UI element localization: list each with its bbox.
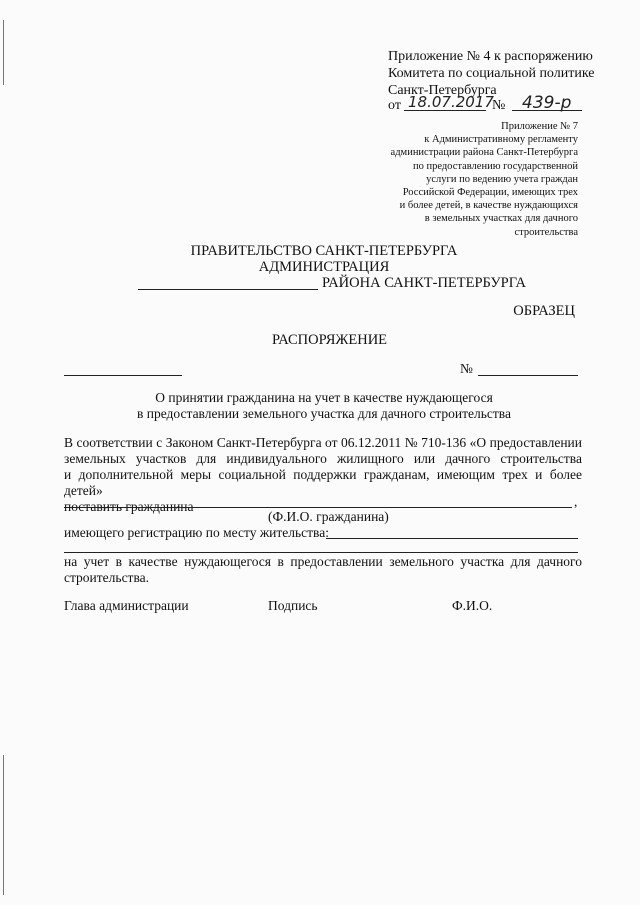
appendix7-line: в земельных участках для дачного bbox=[424, 213, 578, 225]
appendix7-line: строительства bbox=[514, 226, 578, 238]
scan-edge-mark bbox=[3, 20, 4, 85]
appendix4-num-label: № bbox=[492, 98, 506, 113]
final-paragraph bbox=[64, 554, 582, 586]
appendix4-line1: Приложение № 4 к распоряжению bbox=[388, 49, 593, 64]
number-underline bbox=[512, 110, 582, 111]
body-paragraph bbox=[64, 435, 582, 515]
appendix7-line: к Административному регламенту bbox=[424, 134, 578, 146]
citizen-comma: , bbox=[574, 494, 578, 509]
scan-edge-mark bbox=[3, 755, 4, 895]
signature-head: Глава администрации bbox=[64, 598, 189, 613]
appendix4-line3: Санкт-Петербурга bbox=[388, 83, 497, 98]
fio-caption: (Ф.И.О. гражданина) bbox=[268, 509, 389, 524]
registration-line bbox=[326, 538, 578, 539]
final-line: строительства. bbox=[64, 570, 150, 585]
order-title-line1: О принятии гражданина на учет в качестве нуждающегося bbox=[155, 390, 493, 405]
appendix7-line: услуги по ведению учета граждан bbox=[426, 173, 578, 185]
sample-stamp: ОБРАЗЕЦ bbox=[513, 303, 575, 319]
appendix7-line: администрации района Санкт-Петербурга bbox=[390, 147, 578, 159]
appendix4-date: 18.07.2017 bbox=[408, 93, 494, 111]
administration-heading: АДМИНИСТРАЦИЯ bbox=[258, 259, 390, 275]
appendix7-line: Приложение № 7 bbox=[501, 121, 578, 132]
final-line: на учет в качестве нуждающегося в предоставлении земельного участка для дачного bbox=[64, 554, 582, 569]
appendix4-line2: Комитета по социальной политике bbox=[388, 66, 595, 81]
order-date-line bbox=[64, 375, 182, 376]
signature-sign: Подпись bbox=[268, 598, 318, 613]
appendix7-line: по предоставлению государственной bbox=[412, 160, 578, 172]
government-heading: ПРАВИТЕЛЬСТВО САНКТ-ПЕТЕРБУРГА bbox=[190, 243, 458, 259]
body-line: и дополнительной меры социальной поддержки гражданам, имеющим трех и более детей» bbox=[64, 467, 582, 498]
body-line: земельных участков для индивидуального жилищного или дачного строительства bbox=[64, 451, 582, 466]
body-line: В соответствии с Законом Санкт-Петербурга от 06.12.2011 № 710-136 «О предоставлении bbox=[64, 435, 582, 450]
appendix7-line: Российской Федерации, имеющих трех bbox=[402, 187, 578, 199]
district-blank-line bbox=[138, 289, 318, 290]
body-line-last: поставить гражданина bbox=[64, 499, 194, 514]
appendix4-number: 439-р bbox=[522, 93, 572, 113]
appendix7-block bbox=[318, 120, 578, 239]
date-underline bbox=[404, 110, 486, 111]
order-num-label: № bbox=[460, 361, 473, 376]
order-title-line2: в предоставлении земельного участка для дачного строительства bbox=[137, 406, 511, 421]
order-heading: РАСПОРЯЖЕНИЕ bbox=[272, 332, 388, 348]
registration-line-2 bbox=[64, 552, 578, 553]
registration-label: имеющего регистрацию по месту жительства: bbox=[64, 525, 329, 540]
signature-fio: Ф.И.О. bbox=[452, 598, 493, 613]
appendix7-line: и более детей, в качестве нуждающихся bbox=[399, 200, 578, 212]
appendix4-from-label: от bbox=[388, 98, 401, 113]
district-heading: РАЙОНА САНКТ-ПЕТЕРБУРГА bbox=[322, 275, 526, 291]
citizen-name-line bbox=[64, 507, 572, 508]
order-number-line bbox=[478, 375, 578, 376]
appendix4-block bbox=[388, 48, 628, 99]
